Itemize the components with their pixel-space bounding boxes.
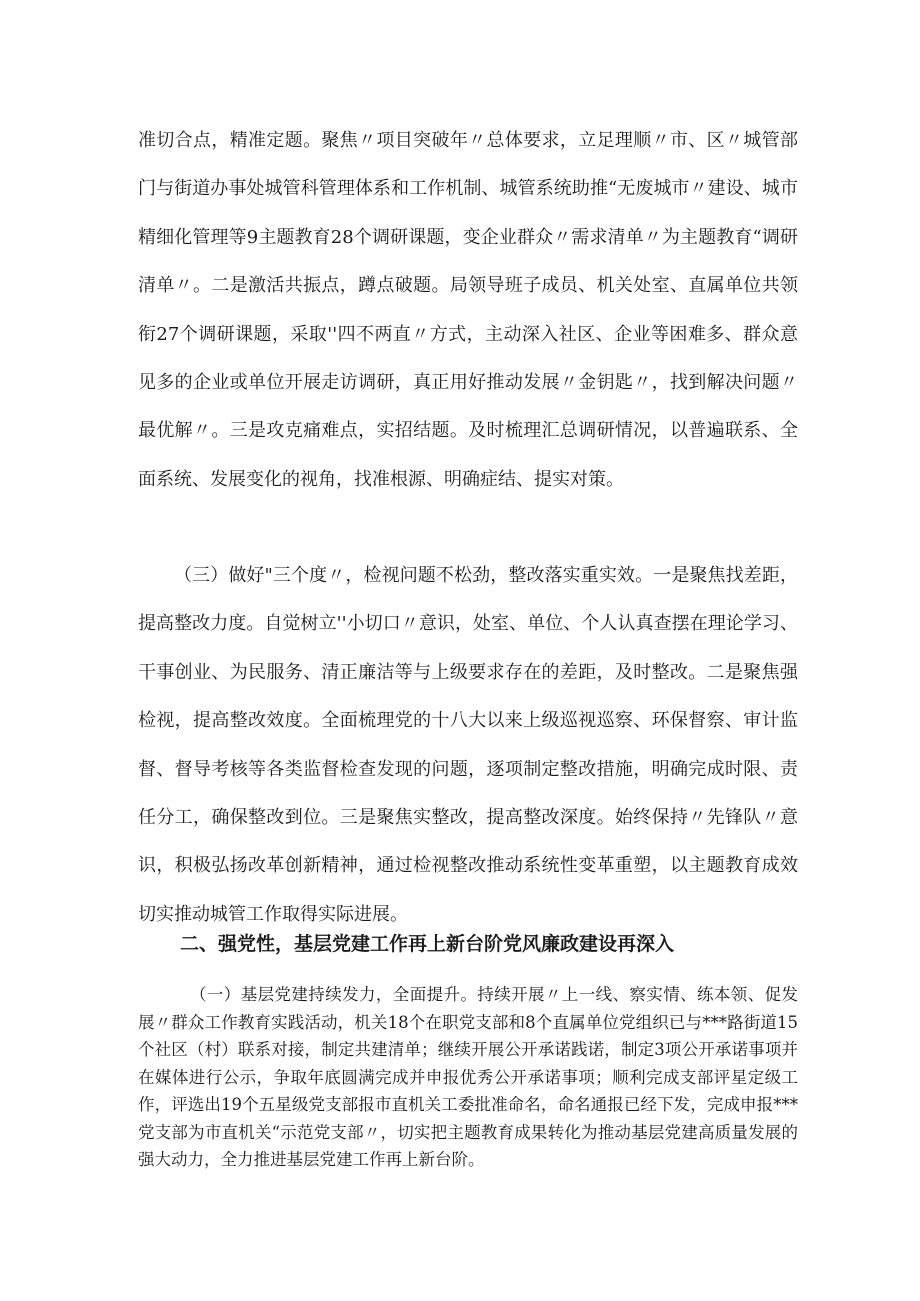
body-paragraph-2: （三）做好"三个度〃，检视问题不松劲，整改落实重实效。一是聚焦找差距，提高整改力度。自觉树立''小切口〃意识，处室、单位、个人认真查摆在理论学习、干事创业、为民服务、清正廉洁等与上级要求存在的差距，及时整改。二是聚焦强检视，提高整改效度。全面梳理党的十八大以来上级巡视巡察、环保督察、审计监督、督导考核等各类监督检查发现的问题，逐项制定整改措施，明确完成时限、责任分工，确保整改到位。三是聚焦实整改，提高整改深度。始终保持〃先锋队〃意识，积极弘扬改革创新精神，通过检视整改推动系统性变革重塑，以主题教育成效切实推动城管工作取得实际进展。	[138, 565, 798, 925]
section-heading-2: 二、强党性，基层党建工作再上新台阶党风廉政建设再深入	[180, 933, 675, 955]
body-paragraph-1: 准切合点，精准定题。聚焦〃项目突破年〃总体要求，立足理顺〃市、区〃城管部门与街道办事处城管科管理体系和工作机制、城管系统助推“无废城市〃建设、城市精细化管理等9主题教育28个调研课题，变企业群众〃需求清单〃为主题教育“调研清单〃。二是激活共振点，蹲点破题。局领导班子成员、机关处室、直属单位共领衔27个调研课题，采取''四不两直〃方式，主动深入社区、企业等困难多、群众意见多的企业或单位开展走访调研，真正用好推动发展〃金钥匙〃，找到解决问题〃最优解〃。三是攻克痛难点，实招结题。及时梳理汇总调研情况，以普遍联系、全面系统、发展变化的视角，找准根源、明确症结、提实对策。	[138, 130, 798, 490]
body-paragraph-3: （一）基层党建持续发力，全面提升。持续开展〃上一线、察实情、练本领、促发展〃群众工作教育实践活动，机关18个在职党支部和8个直属单位党组织已与***路街道15个社区（村）联系对接，制定共建清单；继续开展公开承诺践诺，制定3项公开承诺事项并在媒体进行公示，争取年底圆满完成并申报优秀公开承诺事项；顺利完成支部评星定级工作，评选出19个五星级党支部报市直机关工委批准命名，命名通报已经下发，完成申报***党支部为市直机关“示范党支部〃，切实把主题教育成果转化为推动基层党建高质量发展的强大动力，全力推进基层党建工作再上新台阶。	[138, 985, 798, 1169]
